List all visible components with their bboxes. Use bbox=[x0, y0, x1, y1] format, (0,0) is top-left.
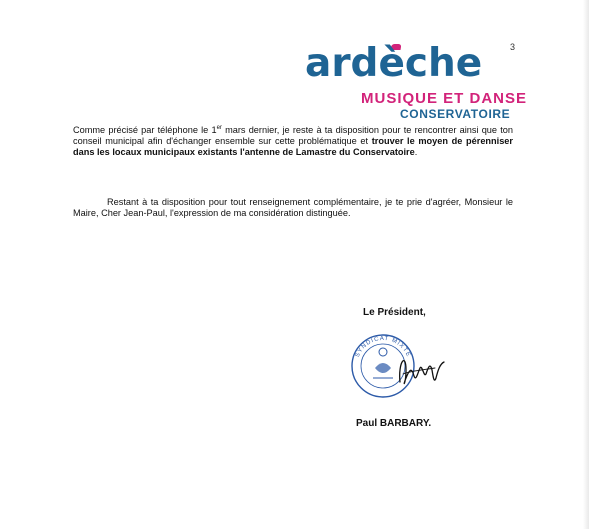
paragraph-1-text-start: Comme précisé par téléphone le 1 bbox=[73, 125, 217, 136]
paragraph-1-text-end: . bbox=[414, 147, 418, 158]
official-stamp-with-signature bbox=[340, 322, 450, 412]
paragraph-1-text-middle: mars dernier, je reste à ta disposition pour te rencontrer ainsi que ton conseil municipal afin d'échanger ensemble sur cette problématique et bbox=[73, 125, 513, 147]
ordinal-superscript: er bbox=[216, 125, 222, 131]
paragraph-1-bold-text: trouver le moyen de pérenniser dans les locaux municipaux existants l'antenne de Lamastre du Conservatoire bbox=[73, 136, 513, 158]
signature-title: Le Président, bbox=[363, 307, 426, 318]
letter-paragraph-1 bbox=[73, 123, 513, 158]
handwritten-signature bbox=[400, 361, 444, 384]
letter-paragraph-2 bbox=[73, 197, 513, 219]
signatory-name: Paul BARBARY. bbox=[356, 418, 432, 429]
stamp-emblem bbox=[375, 363, 391, 373]
conservatoire-logo bbox=[305, 41, 528, 124]
page-number: 3 bbox=[510, 42, 516, 52]
logo-wordmark: ardèche bbox=[305, 41, 483, 86]
stamp-emblem-top bbox=[379, 348, 387, 356]
paragraph-2-text: Restant à ta disposition pour tout renseignement complémentaire, je te prie d'agréer, Monsieur le Maire, Cher Jean-Paul, l'expression de ma considération distinguée. bbox=[73, 197, 513, 218]
stamp-lettering: SYNDICAT MIXTE bbox=[354, 335, 412, 359]
logo-subtitle-conservatoire: CONSERVATOIRE bbox=[400, 107, 511, 121]
logo-subtitle-music-dance: MUSIQUE ET DANSE bbox=[361, 90, 528, 107]
page-edge bbox=[583, 0, 589, 529]
